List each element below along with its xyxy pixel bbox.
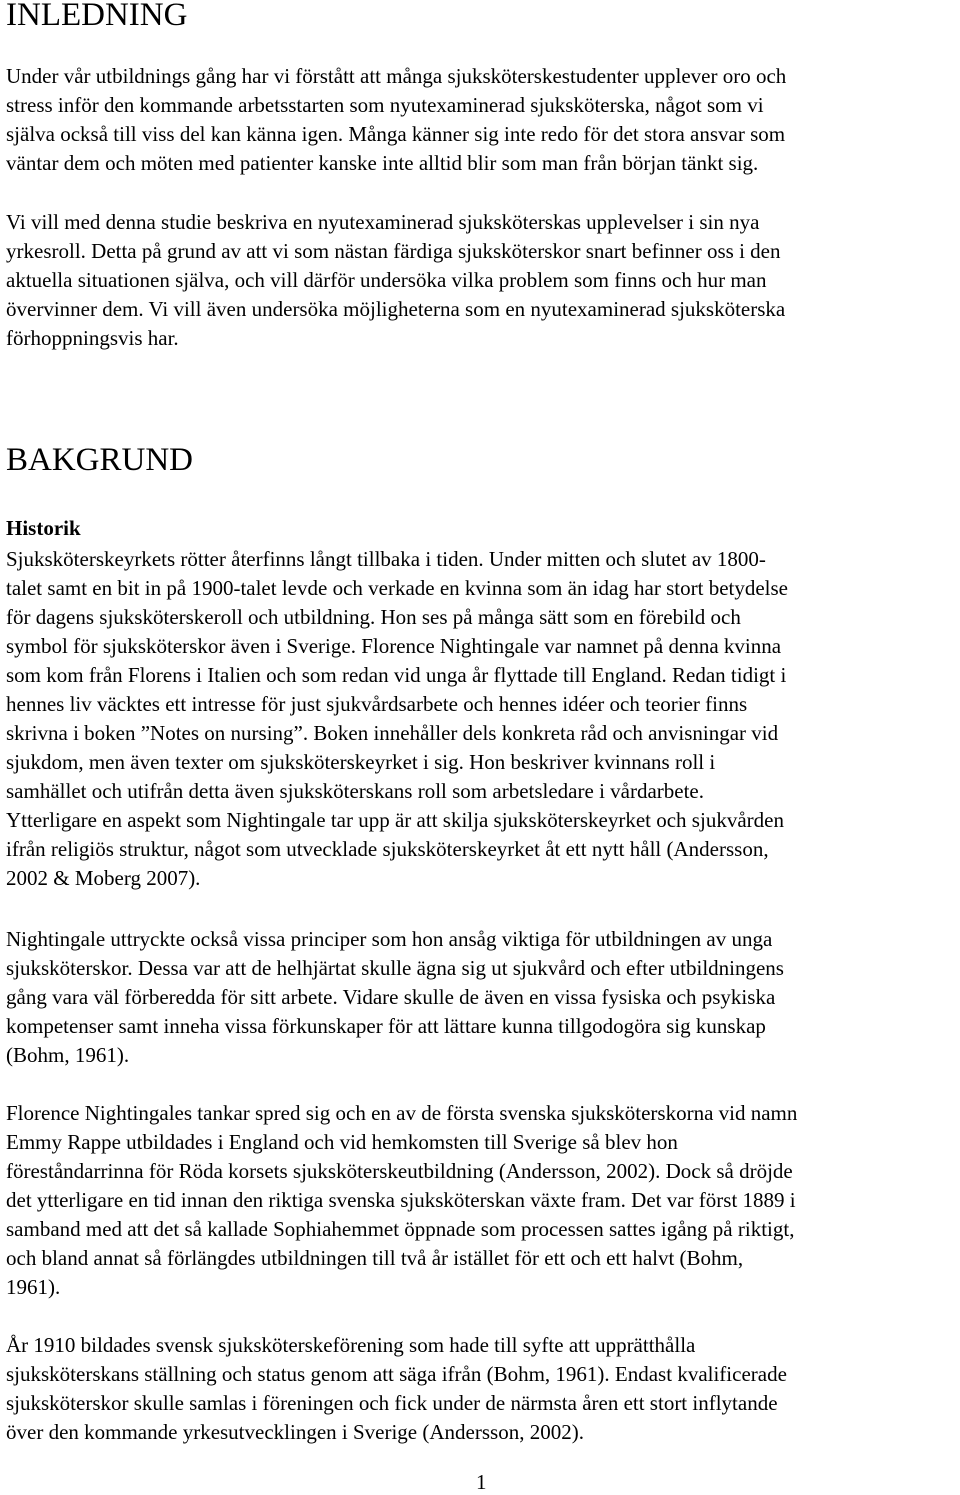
text-line: ifrån religiös struktur, något som utvecklade sjuksköterskeyrket åt ett nytt håll (Andersson, bbox=[6, 837, 769, 861]
text-line: det ytterligare en tid innan den riktiga svenska sjuksköterskan växte fram. Det var först 1889 i bbox=[6, 1188, 796, 1212]
text-line: aktuella situationen själva, och vill därför undersöka vilka problem som finns och hur man bbox=[6, 268, 767, 292]
text-line: stress inför den kommande arbetsstarten som nyutexaminerad sjuksköterska, något som vi bbox=[6, 93, 764, 117]
text-line: själva också till viss del kan känna igen. Många känner sig inte redo för det stora ansvar som bbox=[6, 122, 786, 146]
text-line: kompetenser samt inneha vissa förkunskaper för att lättare kunna tillgodogöra sig kunskap bbox=[6, 1014, 766, 1038]
text-line: Emmy Rappe utbildades i England och vid hemkomsten till Sverige så blev hon bbox=[6, 1130, 678, 1154]
paragraph-bakgrund-3 bbox=[6, 1099, 960, 1302]
text-line: för dagens sjuksköterskeroll och utbildning. Hon ses på många sätt som en förebild och bbox=[6, 605, 741, 629]
text-line: talet samt en bit in på 1900-talet levde och verkade en kvinna som än idag har stort betydelse bbox=[6, 576, 789, 600]
text-line: 1961). bbox=[6, 1275, 61, 1299]
text-line: föreståndarrinna för Röda korsets sjuksköterskeutbildning (Andersson, 2002). Dock så dröjde bbox=[6, 1159, 793, 1183]
text-line: Vi vill med denna studie beskriva en nyutexaminerad sjuksköterskas upplevelser i sin nya bbox=[6, 210, 760, 234]
text-line: övervinner dem. Vi vill även undersöka möjligheterna som en nyutexaminerad sjuksköterska bbox=[6, 297, 786, 321]
text-line: yrkesroll. Detta på grund av att vi som nästan färdiga sjuksköterskor snart befinner oss i den bbox=[6, 239, 781, 263]
paragraph-inledning-2 bbox=[6, 208, 960, 353]
text-line: gång vara väl förberedda för sitt arbete. Vidare skulle de även en vissa fysiska och psykiska bbox=[6, 985, 776, 1009]
text-line: Nightingale uttryckte också vissa principer som hon ansåg viktiga för utbildningen av unga bbox=[6, 927, 773, 951]
paragraph-bakgrund-2 bbox=[6, 925, 960, 1070]
text-line: 2002 & Moberg 2007). bbox=[6, 866, 201, 890]
subheading-historik: Historik bbox=[6, 516, 81, 540]
text-line: och bland annat så förlängdes utbildningen till två år istället för ett och ett halvt (Bohm, bbox=[6, 1246, 744, 1270]
text-line: sjuksköterskor skulle samlas i föreningen och fick under de närmsta åren ett stort inflytande bbox=[6, 1391, 778, 1415]
text-line: som kom från Florens i Italien och som redan vid unga år flyttade till England. Redan tidigt i bbox=[6, 663, 787, 687]
text-line: Ytterligare en aspekt som Nightingale tar upp är att skilja sjuksköterskeyrket och sjukvården bbox=[6, 808, 784, 832]
text-line: samband med att det så kallade Sophiahemmet öppnade som processen sattes igång på riktigt, bbox=[6, 1217, 795, 1241]
text-line: samhället och utifrån detta även sjuksköterskans roll som arbetsledare i vårdarbete. bbox=[6, 779, 705, 803]
page-number: 1 bbox=[476, 1470, 487, 1494]
text-line: sjuksköterskor. Dessa var att de helhjärtat skulle ägna sig ut sjukvård och efter utbildningens bbox=[6, 956, 784, 980]
text-line: förhoppningsvis har. bbox=[6, 326, 179, 350]
text-line: (Bohm, 1961). bbox=[6, 1043, 130, 1067]
paragraph-inledning-1 bbox=[6, 62, 960, 178]
heading-bakgrund: BAKGRUND bbox=[6, 442, 194, 478]
text-line: sjukdom, men även texter om sjuksköterskeyrket i sig. Hon beskriver kvinnans roll i bbox=[6, 750, 716, 774]
text-line: skrivna i boken ”Notes on nursing”. Boken innehåller dels konkreta råd och anvisningar vid bbox=[6, 721, 779, 745]
text-line: väntar dem och möten med patienter kanske inte alltid blir som man från början tänkt sig. bbox=[6, 151, 759, 175]
text-line: symbol för sjuksköterskor även i Sverige. Florence Nightingale var namnet på denna kvinna bbox=[6, 634, 782, 658]
text-line: hennes liv väcktes ett intresse för just sjukvårdsarbete och hennes idéer och teorier finns bbox=[6, 692, 748, 716]
paragraph-bakgrund-1 bbox=[6, 545, 960, 893]
heading-inledning: INLEDNING bbox=[6, 0, 188, 33]
text-line: Florence Nightingales tankar spred sig och en av de första svenska sjuksköterskorna vid namn bbox=[6, 1101, 798, 1125]
text-line: över den kommande yrkesutvecklingen i Sverige (Andersson, 2002). bbox=[6, 1420, 584, 1444]
paragraph-bakgrund-4 bbox=[6, 1331, 960, 1447]
text-line: År 1910 bildades svensk sjuksköterskeförening som hade till syfte att upprätthålla bbox=[6, 1333, 696, 1357]
text-line: Under vår utbildnings gång har vi förstått att många sjuksköterskestudenter upplever oro och bbox=[6, 64, 787, 88]
text-line: sjuksköterskans ställning och status genom att säga ifrån (Bohm, 1961). Endast kvalificerade bbox=[6, 1362, 787, 1386]
text-line: Sjuksköterskeyrkets rötter återfinns långt tillbaka i tiden. Under mitten och slutet av 1800- bbox=[6, 547, 766, 571]
